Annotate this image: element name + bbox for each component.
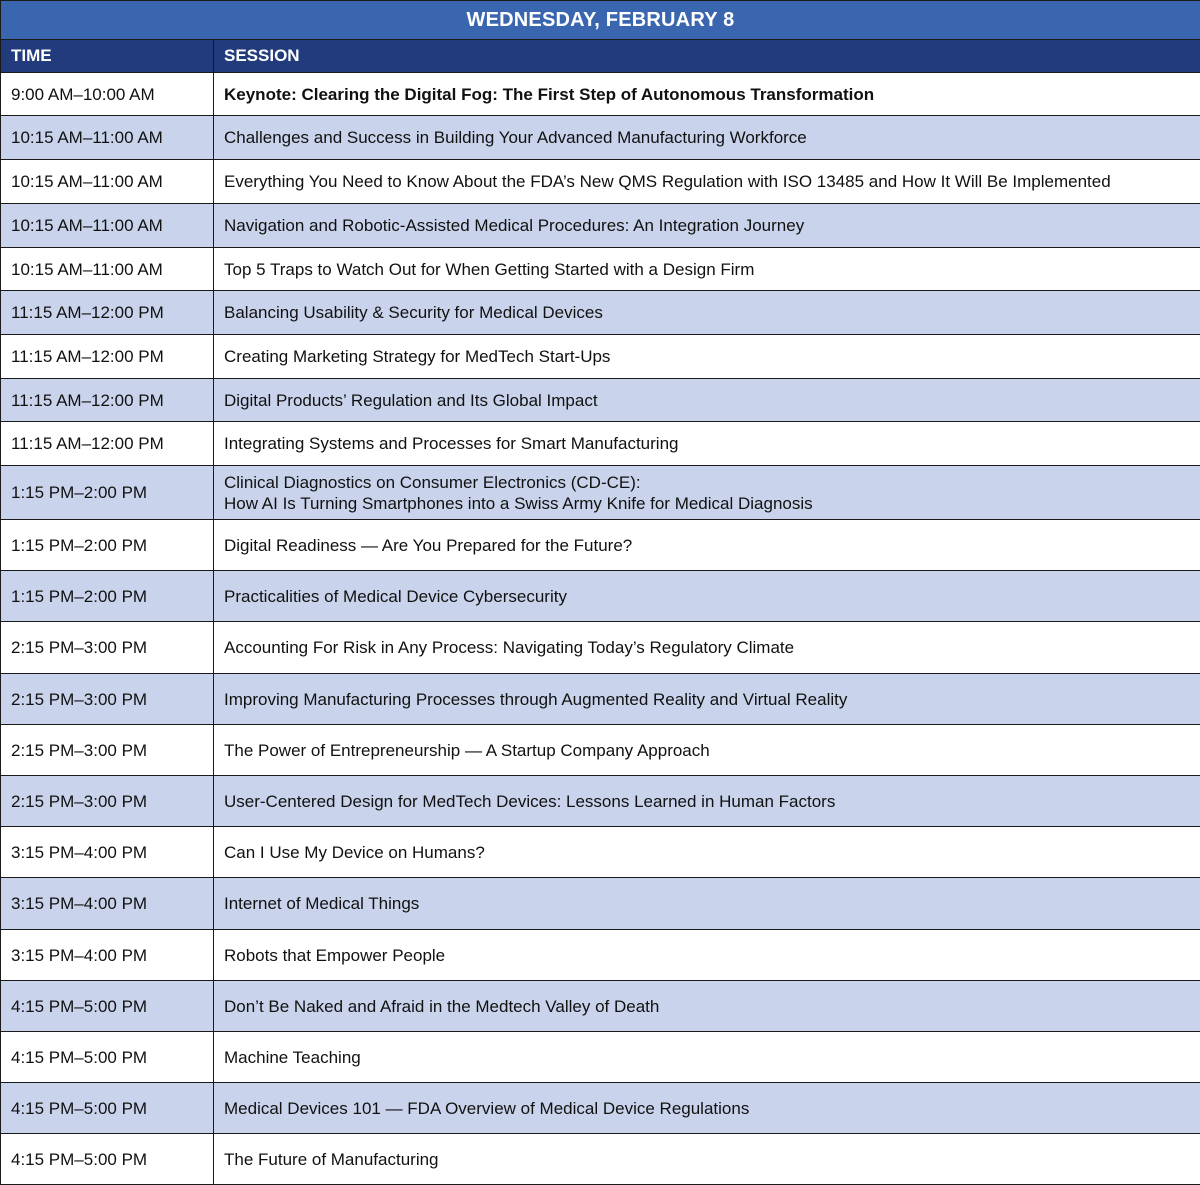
session-title bbox=[214, 571, 1200, 622]
session-title-line: How AI Is Turning Smartphones into a Swiss Army Knife for Medical Diagnosis bbox=[224, 493, 813, 513]
session-title bbox=[214, 878, 1200, 930]
session-time: 11:15 AM–12:00 PM bbox=[1, 422, 214, 466]
session-time: 4:15 PM–5:00 PM bbox=[1, 1134, 214, 1185]
session-time: 10:15 AM–11:00 AM bbox=[1, 204, 214, 248]
session-time: 1:15 PM–2:00 PM bbox=[1, 571, 214, 622]
session-title-line: Top 5 Traps to Watch Out for When Getting Started with a Design Firm bbox=[224, 259, 755, 279]
table-row bbox=[1, 160, 1200, 204]
session-title-line: User-Centered Design for MedTech Devices: Lessons Learned in Human Factors bbox=[224, 791, 836, 811]
session-title-line: Integrating Systems and Processes for Smart Manufacturing bbox=[224, 434, 679, 453]
session-title-line: Can I Use My Device on Humans? bbox=[224, 842, 485, 862]
table-row bbox=[1, 466, 1200, 520]
table-row bbox=[1, 73, 1200, 116]
session-title-line: Creating Marketing Strategy for MedTech Start-Ups bbox=[224, 347, 611, 366]
session-title bbox=[214, 422, 1200, 466]
session-time: 3:15 PM–4:00 PM bbox=[1, 878, 214, 930]
session-title-line: Challenges and Success in Building Your Advanced Manufacturing Workforce bbox=[224, 128, 807, 147]
session-title bbox=[214, 520, 1200, 571]
session-title-line: Accounting For Risk in Any Process: Navigating Today’s Regulatory Climate bbox=[224, 638, 795, 657]
session-title-line: Digital Products’ Regulation and Its Global Impact bbox=[224, 390, 598, 410]
session-time: 3:15 PM–4:00 PM bbox=[1, 930, 214, 981]
session-title bbox=[214, 466, 1200, 520]
session-time: 10:15 AM–11:00 AM bbox=[1, 248, 214, 291]
session-title bbox=[214, 981, 1200, 1032]
session-title bbox=[214, 1134, 1200, 1185]
title-row bbox=[1, 1, 1200, 40]
table-row bbox=[1, 1083, 1200, 1134]
session-title bbox=[214, 379, 1200, 422]
session-title bbox=[214, 622, 1200, 674]
session-time: 11:15 AM–12:00 PM bbox=[1, 291, 214, 335]
schedule-title: WEDNESDAY, FEBRUARY 8 bbox=[1, 1, 1200, 40]
session-column-header: SESSION bbox=[214, 40, 1200, 73]
session-time: 4:15 PM–5:00 PM bbox=[1, 981, 214, 1032]
table-row bbox=[1, 674, 1200, 725]
session-title-line: Medical Devices 101 — FDA Overview of Medical Device Regulations bbox=[224, 1098, 750, 1118]
session-time: 11:15 AM–12:00 PM bbox=[1, 379, 214, 422]
session-title-line: Robots that Empower People bbox=[224, 945, 446, 965]
table-row bbox=[1, 981, 1200, 1032]
table-row bbox=[1, 1134, 1200, 1185]
table-row bbox=[1, 335, 1200, 379]
session-time: 9:00 AM–10:00 AM bbox=[1, 73, 214, 116]
session-title bbox=[214, 1083, 1200, 1134]
session-title-line: Don’t Be Naked and Afraid in the Medtech Valley of Death bbox=[224, 996, 660, 1016]
session-title-line: The Power of Entrepreneurship — A Startup Company Approach bbox=[224, 740, 710, 760]
session-title-line: Digital Readiness — Are You Prepared for the Future? bbox=[224, 535, 633, 555]
table-row bbox=[1, 622, 1200, 674]
session-time: 2:15 PM–3:00 PM bbox=[1, 622, 214, 674]
session-title bbox=[214, 335, 1200, 379]
session-title bbox=[214, 674, 1200, 725]
session-time: 1:15 PM–2:00 PM bbox=[1, 466, 214, 520]
session-title bbox=[214, 930, 1200, 981]
session-title-line: Internet of Medical Things bbox=[224, 894, 420, 913]
session-time: 4:15 PM–5:00 PM bbox=[1, 1032, 214, 1083]
session-title bbox=[214, 204, 1200, 248]
table-row bbox=[1, 827, 1200, 878]
header-row bbox=[1, 40, 1200, 73]
table-row bbox=[1, 422, 1200, 466]
session-title-line: Navigation and Robotic-Assisted Medical Procedures: An Integration Journey bbox=[224, 216, 805, 235]
time-column-header: TIME bbox=[1, 40, 214, 73]
session-title bbox=[214, 776, 1200, 827]
session-title-line: Everything You Need to Know About the FDA’s New QMS Regulation with ISO 13485 and How It Will Be Implemented bbox=[224, 172, 1111, 191]
table-row bbox=[1, 725, 1200, 776]
session-time: 1:15 PM–2:00 PM bbox=[1, 520, 214, 571]
session-title-line: Machine Teaching bbox=[224, 1047, 361, 1067]
session-title-line: Keynote: Clearing the Digital Fog: The First Step of Autonomous Transformation bbox=[224, 84, 875, 104]
table-row bbox=[1, 878, 1200, 930]
session-time: 4:15 PM–5:00 PM bbox=[1, 1083, 214, 1134]
table-row bbox=[1, 571, 1200, 622]
table-row bbox=[1, 116, 1200, 160]
table-row bbox=[1, 291, 1200, 335]
session-time: 10:15 AM–11:00 AM bbox=[1, 160, 214, 204]
session-time: 10:15 AM–11:00 AM bbox=[1, 116, 214, 160]
session-title-line: Improving Manufacturing Processes through Augmented Reality and Virtual Reality bbox=[224, 689, 848, 709]
schedule-rows bbox=[1, 73, 1200, 1185]
session-title bbox=[214, 725, 1200, 776]
table-row bbox=[1, 248, 1200, 291]
session-title-line: Clinical Diagnostics on Consumer Electronics (CD-CE): bbox=[224, 472, 641, 492]
session-title-line: The Future of Manufacturing bbox=[224, 1149, 439, 1169]
session-time: 2:15 PM–3:00 PM bbox=[1, 776, 214, 827]
table-row bbox=[1, 204, 1200, 248]
session-time: 2:15 PM–3:00 PM bbox=[1, 725, 214, 776]
session-time: 11:15 AM–12:00 PM bbox=[1, 335, 214, 379]
session-time: 3:15 PM–4:00 PM bbox=[1, 827, 214, 878]
session-title bbox=[214, 248, 1200, 291]
session-title-line: Practicalities of Medical Device Cybersecurity bbox=[224, 586, 567, 606]
table-row bbox=[1, 379, 1200, 422]
session-title bbox=[214, 160, 1200, 204]
session-title bbox=[214, 116, 1200, 160]
session-title-line: Balancing Usability & Security for Medical Devices bbox=[224, 303, 603, 322]
session-title bbox=[214, 1032, 1200, 1083]
session-time: 2:15 PM–3:00 PM bbox=[1, 674, 214, 725]
table-row bbox=[1, 930, 1200, 981]
table-row bbox=[1, 776, 1200, 827]
session-title bbox=[214, 73, 1200, 116]
table-row bbox=[1, 520, 1200, 571]
session-title bbox=[214, 291, 1200, 335]
table-row bbox=[1, 1032, 1200, 1083]
session-title bbox=[214, 827, 1200, 878]
